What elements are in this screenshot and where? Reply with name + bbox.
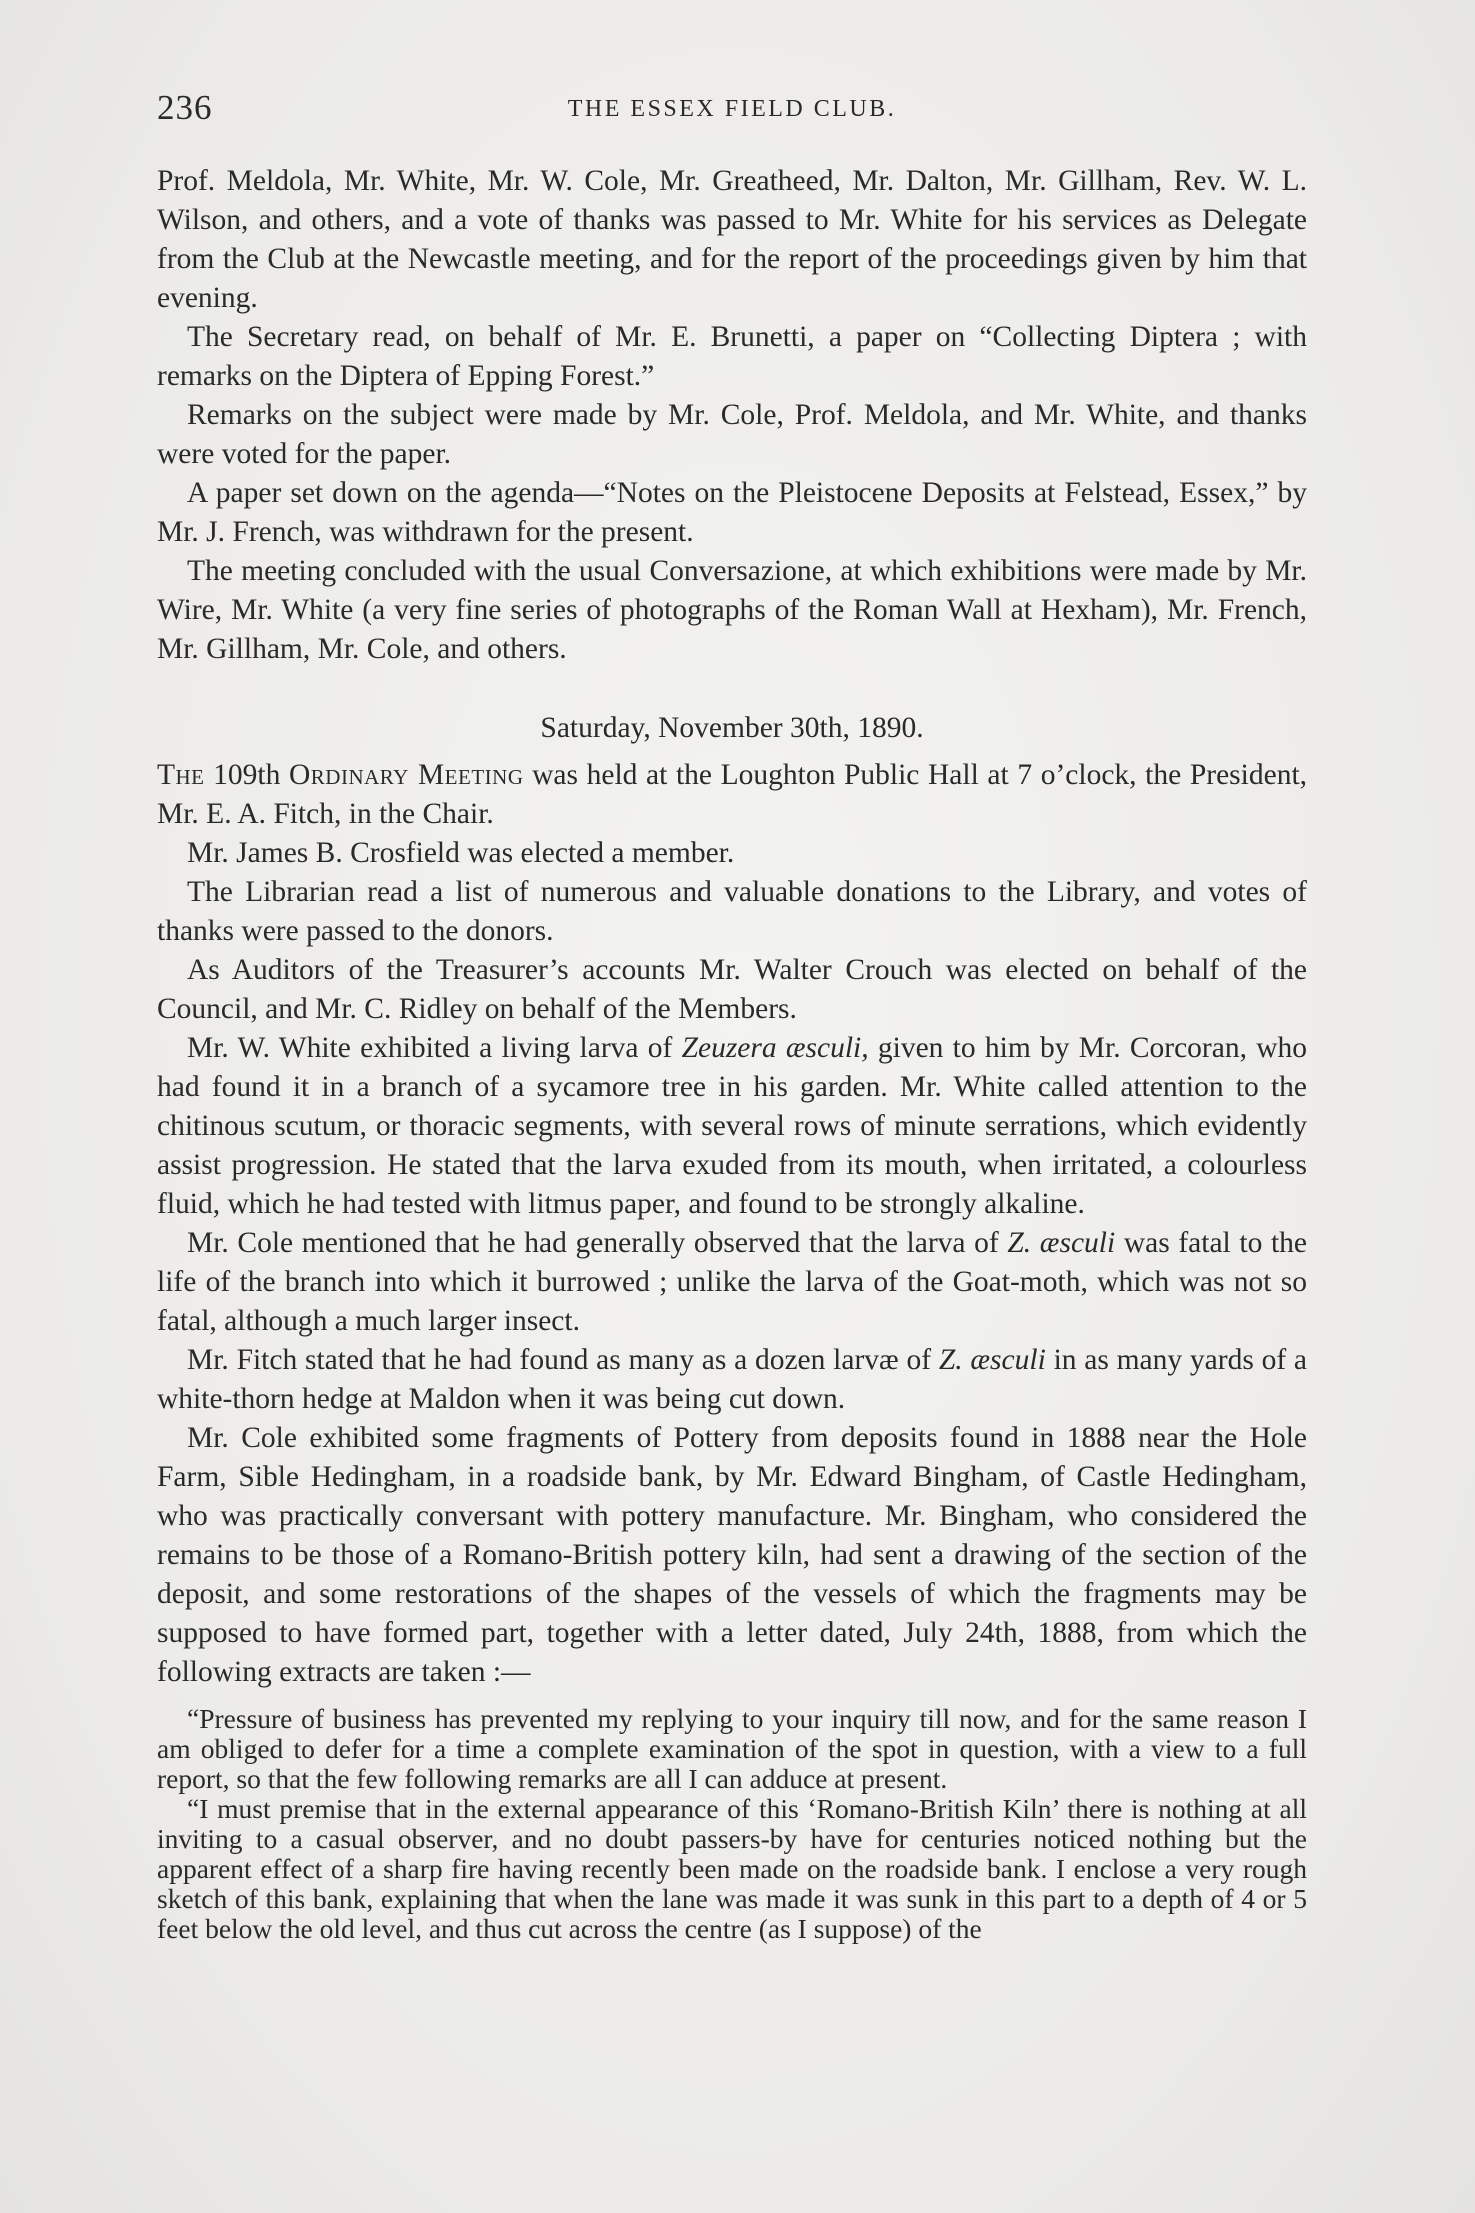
paragraph: Remarks on the subject were made by Mr. Cole, Prof. Meldola, and Mr. White, and thanks were voted for the paper. (157, 399, 1307, 470)
quote-paragraph: “I must premise that in the external appearance of this ‘Romano-British Kiln’ there is nothing at all inviting to a casual observer, and no doubt passers-by have for centuries noticed nothing but the apparent effect of a sharp fire having recently been made on the roadside bank. I enclose a very rough sketch of this bank, explaining that when the lane was made it was sunk in this part to a depth of 4 or 5 feet below the old level, and thus cut across the centre (as I suppose) of the (157, 1793, 1307, 1944)
paragraph: Prof. Meldola, Mr. White, Mr. W. Cole, Mr. Greatheed, Mr. Dalton, Mr. Gillham, Rev. W. L. Wilson, and others, and a vote of thanks was passed to Mr. White for his services as Delegate from the Club at the Newcastle meeting, and for the report of the proceedings given by him that evening. (157, 165, 1307, 314)
body-text (157, 162, 1307, 1944)
smallcaps-text: Ordinary Meeting (289, 759, 524, 791)
paragraph: The Librarian read a list of numerous and valuable donations to the Library, and votes of thanks were passed to the donors. (157, 876, 1307, 947)
paragraph-text: was held at the Loughton Public Hall at 7 o’clock, the President, Mr. E. A. Fitch, in the Chair. (157, 759, 1308, 830)
smallcaps-text: The (157, 759, 205, 791)
paragraph-text: Mr. W. White exhibited a living larva of (187, 1032, 673, 1064)
quote-paragraph: “Pressure of business has prevented my replying to your inquiry till now, and for the same reason I am obliged to defer for a time a complete examination of the spot in question, with a view to a full report, so that the few following remarks are all I can adduce at present. (157, 1703, 1307, 1794)
paragraph-text: was fatal to the life of the branch into which it burrowed ; unlike the larva of the Goat-moth, which was not so fatal, although a much larger insect. (157, 1227, 1307, 1337)
paragraph-text: in as many yards of a white-thorn hedge at Maldon when it was being cut down. (157, 1344, 1308, 1415)
running-head: THE ESSEX FIELD CLUB. (567, 96, 897, 122)
meeting-number: 109th (213, 759, 281, 791)
paragraph (157, 1341, 1307, 1419)
paragraph-text: given to him by Mr. Corcoran, who had found it in a branch of a sycamore tree in his garden. Mr. White called attention to the chitinous scutum, or thoracic segments, with several rows of minute serrations, which evidently assist progression. He stated that the larva exuded from its mouth, when irritated, a colourless fluid, which he had tested with litmus paper, and found to be strongly alkaline. (157, 1032, 1308, 1220)
species-name: Z. æsculi (1007, 1227, 1116, 1259)
letter-quotation (157, 1704, 1307, 1944)
paragraph-text: Mr. Fitch stated that he had found as many as a dozen larvæ of (187, 1344, 932, 1376)
paragraph: As Auditors of the Treasurer’s accounts Mr. Walter Crouch was elected on behalf of the Council, and Mr. C. Ridley on behalf of the Members. (157, 954, 1307, 1025)
section-date-heading: Saturday, November 30th, 1890. (540, 712, 924, 744)
paragraph-text: Mr. Cole mentioned that he had generally observed that the larva of (187, 1227, 999, 1259)
page-header (157, 88, 1307, 128)
paragraph: Mr. James B. Crosfield was elected a member. (187, 837, 735, 869)
meeting-opening-paragraph (157, 756, 1307, 834)
paragraph (157, 1029, 1307, 1224)
species-name: Z. æsculi (938, 1344, 1046, 1376)
paragraph: The Secretary read, on behalf of Mr. E. Brunetti, a paper on “Collecting Diptera ; with remarks on the Diptera of Epping Forest.” (157, 321, 1307, 392)
paragraph: The meeting concluded with the usual Conversazione, at which exhibitions were made by Mr. Wire, Mr. White (a very fine series of photographs of the Roman Wall at Hexham), Mr. French, Mr. Gillham, Mr. Cole, and others. (157, 555, 1307, 665)
paragraph: Mr. Cole exhibited some fragments of Pottery from deposits found in 1888 near the Hole Farm, Sible Hedingham, in a roadside bank, by Mr. Edward Bingham, of Castle Hedingham, who was practically conversant with pottery manufacture. Mr. Bingham, who considered the remains to be those of a Romano-British pottery kiln, had sent a drawing of the section of the deposit, and some restorations of the shapes of the vessels of which the fragments may be supposed to have formed part, together with a letter dated, July 24th, 1888, from which the following extracts are taken :— (157, 1422, 1307, 1688)
paragraph: A paper set down on the agenda—“Notes on the Pleistocene Deposits at Felstead, Essex,” by Mr. J. French, was withdrawn for the present. (157, 477, 1307, 548)
page-number: 236 (157, 88, 213, 127)
paragraph (157, 1224, 1307, 1341)
species-name: Zeuzera æsculi, (681, 1032, 869, 1064)
